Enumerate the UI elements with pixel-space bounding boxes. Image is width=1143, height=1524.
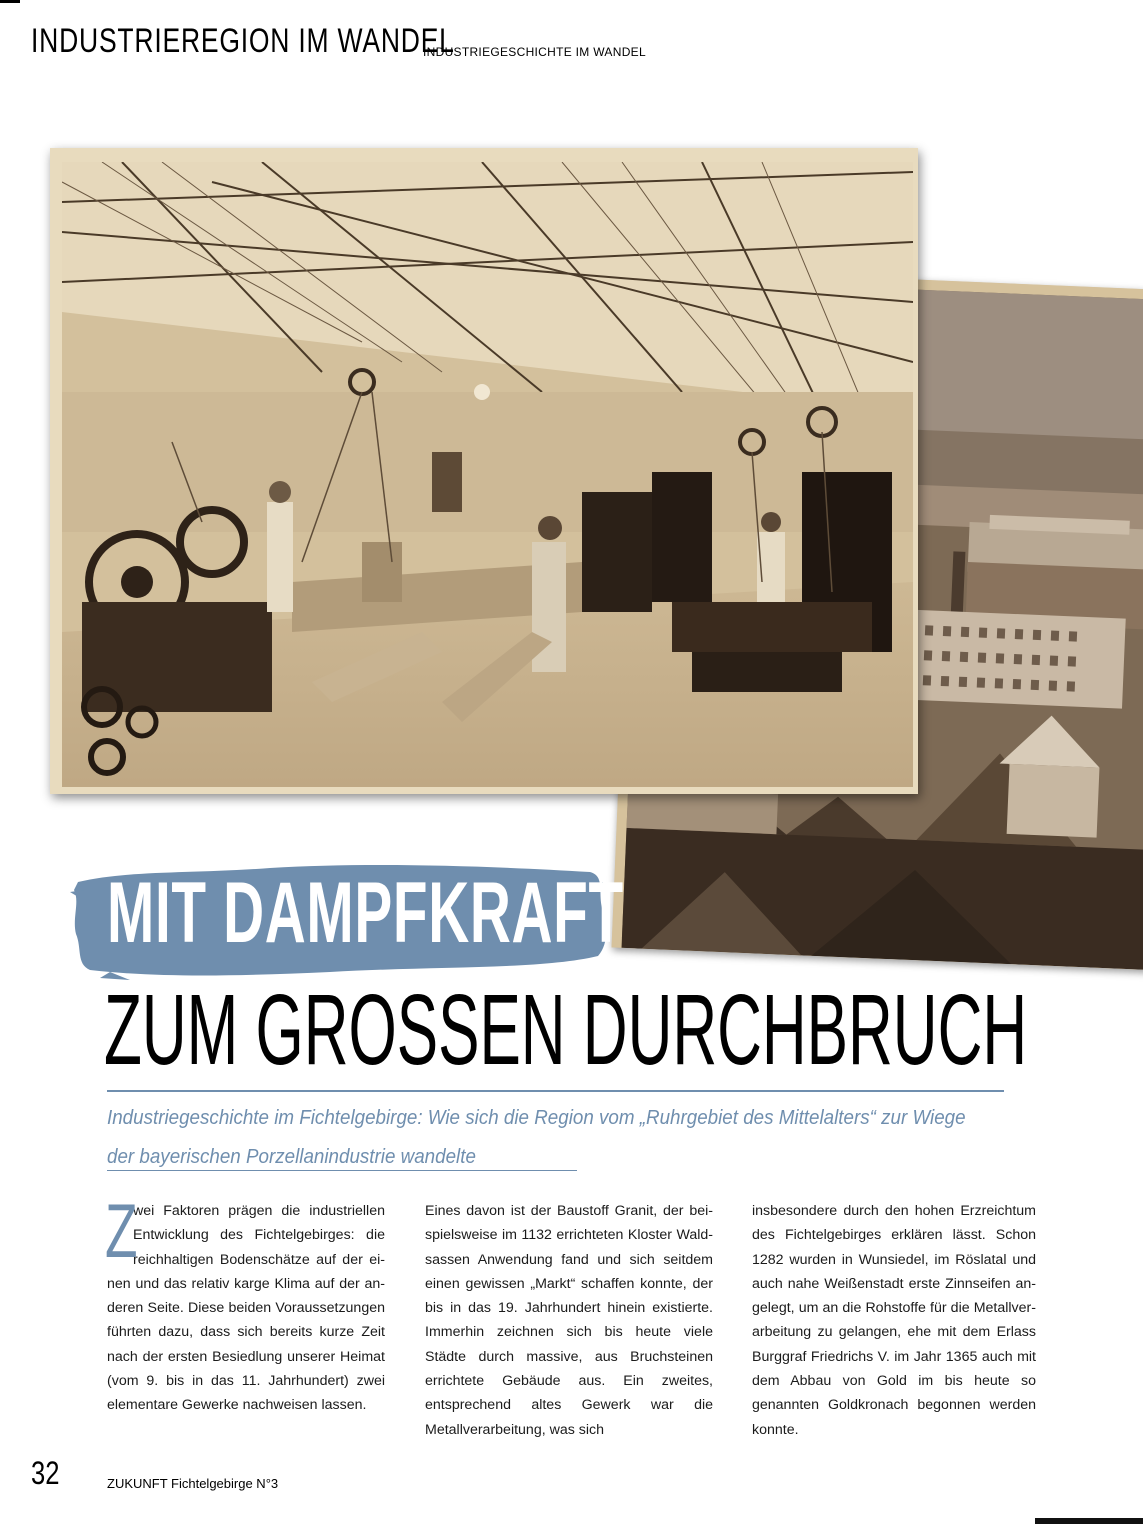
body-column-3: insbesondere durch den hohen Erzreichtum des Fichtelgebirges erklären lässt. Schon 1282 wurden in Wunsiedel, im Röslatal und auch nahe Weißenstadt erste Zinnseifen angelegt, um an die Rohstoffe für die Metallverarbeitung zu gelangen, ehe mit dem Erlass Burggraf Friedrichs V. im Jahr 1365 auch mit dem Abbau von Gold im bis heute so genannten Goldkronach begonnen werden konnte. [752,1203,1036,1438]
body-column-1-text: wei Faktoren prägen die industriellen Entwicklung des Fichtelgebirges: die reichhaltigen Bodenschätze auf der einen und das relativ karge Klima auf der anderen Seite. Diese beiden Voraussetzungen führten dazu, dass sich bereits kurze Zeit nach der ersten Besiedlung unserer Heimat (vom 9. bis in das 11. Jahrhundert) zwei elementare Gewerke nachweisen lassen. [107,1203,385,1414]
lede-text: Industriegeschichte im Fichtelgebirge: Wie sich die Region vom „Ruhrgebiet des Mittelalters“ zur Wiege der bayerischen Porzellanindustrie wandelte [107,1107,966,1168]
lede-top-rule [107,1090,1004,1092]
headline-line-2: ZUM GROSSEN DURCHBRUCH [104,974,1028,1086]
magazine-name: ZUKUNFT Fichtelgebirge N°3 [107,1476,279,1491]
drop-cap: Z [105,1189,138,1274]
section-title: INDUSTRIEREGION IM WANDEL [31,22,455,60]
body-column-1 [105,1189,385,1418]
corner-mark [0,0,20,3]
headline-line-1: MIT DAMPFKRAFT [107,865,624,961]
factory-hall-photo [50,148,918,794]
section-subtitle: INDUSTRIEGESCHICHTE IM WANDEL [423,45,646,59]
corner-mark-bottom [1035,1518,1143,1524]
page-number: 32 [31,1455,60,1491]
body-column-2: Eines davon ist der Baustoff Granit, der beispielsweise im 1132 errichteten Kloster Waldsassen Anwendung fand und sich seitdem einen gewissen „Markt“ schaffen konnte, der bis in das 19. Jahrhundert hinein existierte. Immerhin zeichnen sich bis heute viele Städte durch massive, aus Bruchsteinen errichtete Gebäude aus. Ein zweites, entsprechend altes Gewerk war die Metallverarbeitung, was sich [425,1203,713,1438]
lede-bottom-rule [107,1170,577,1171]
